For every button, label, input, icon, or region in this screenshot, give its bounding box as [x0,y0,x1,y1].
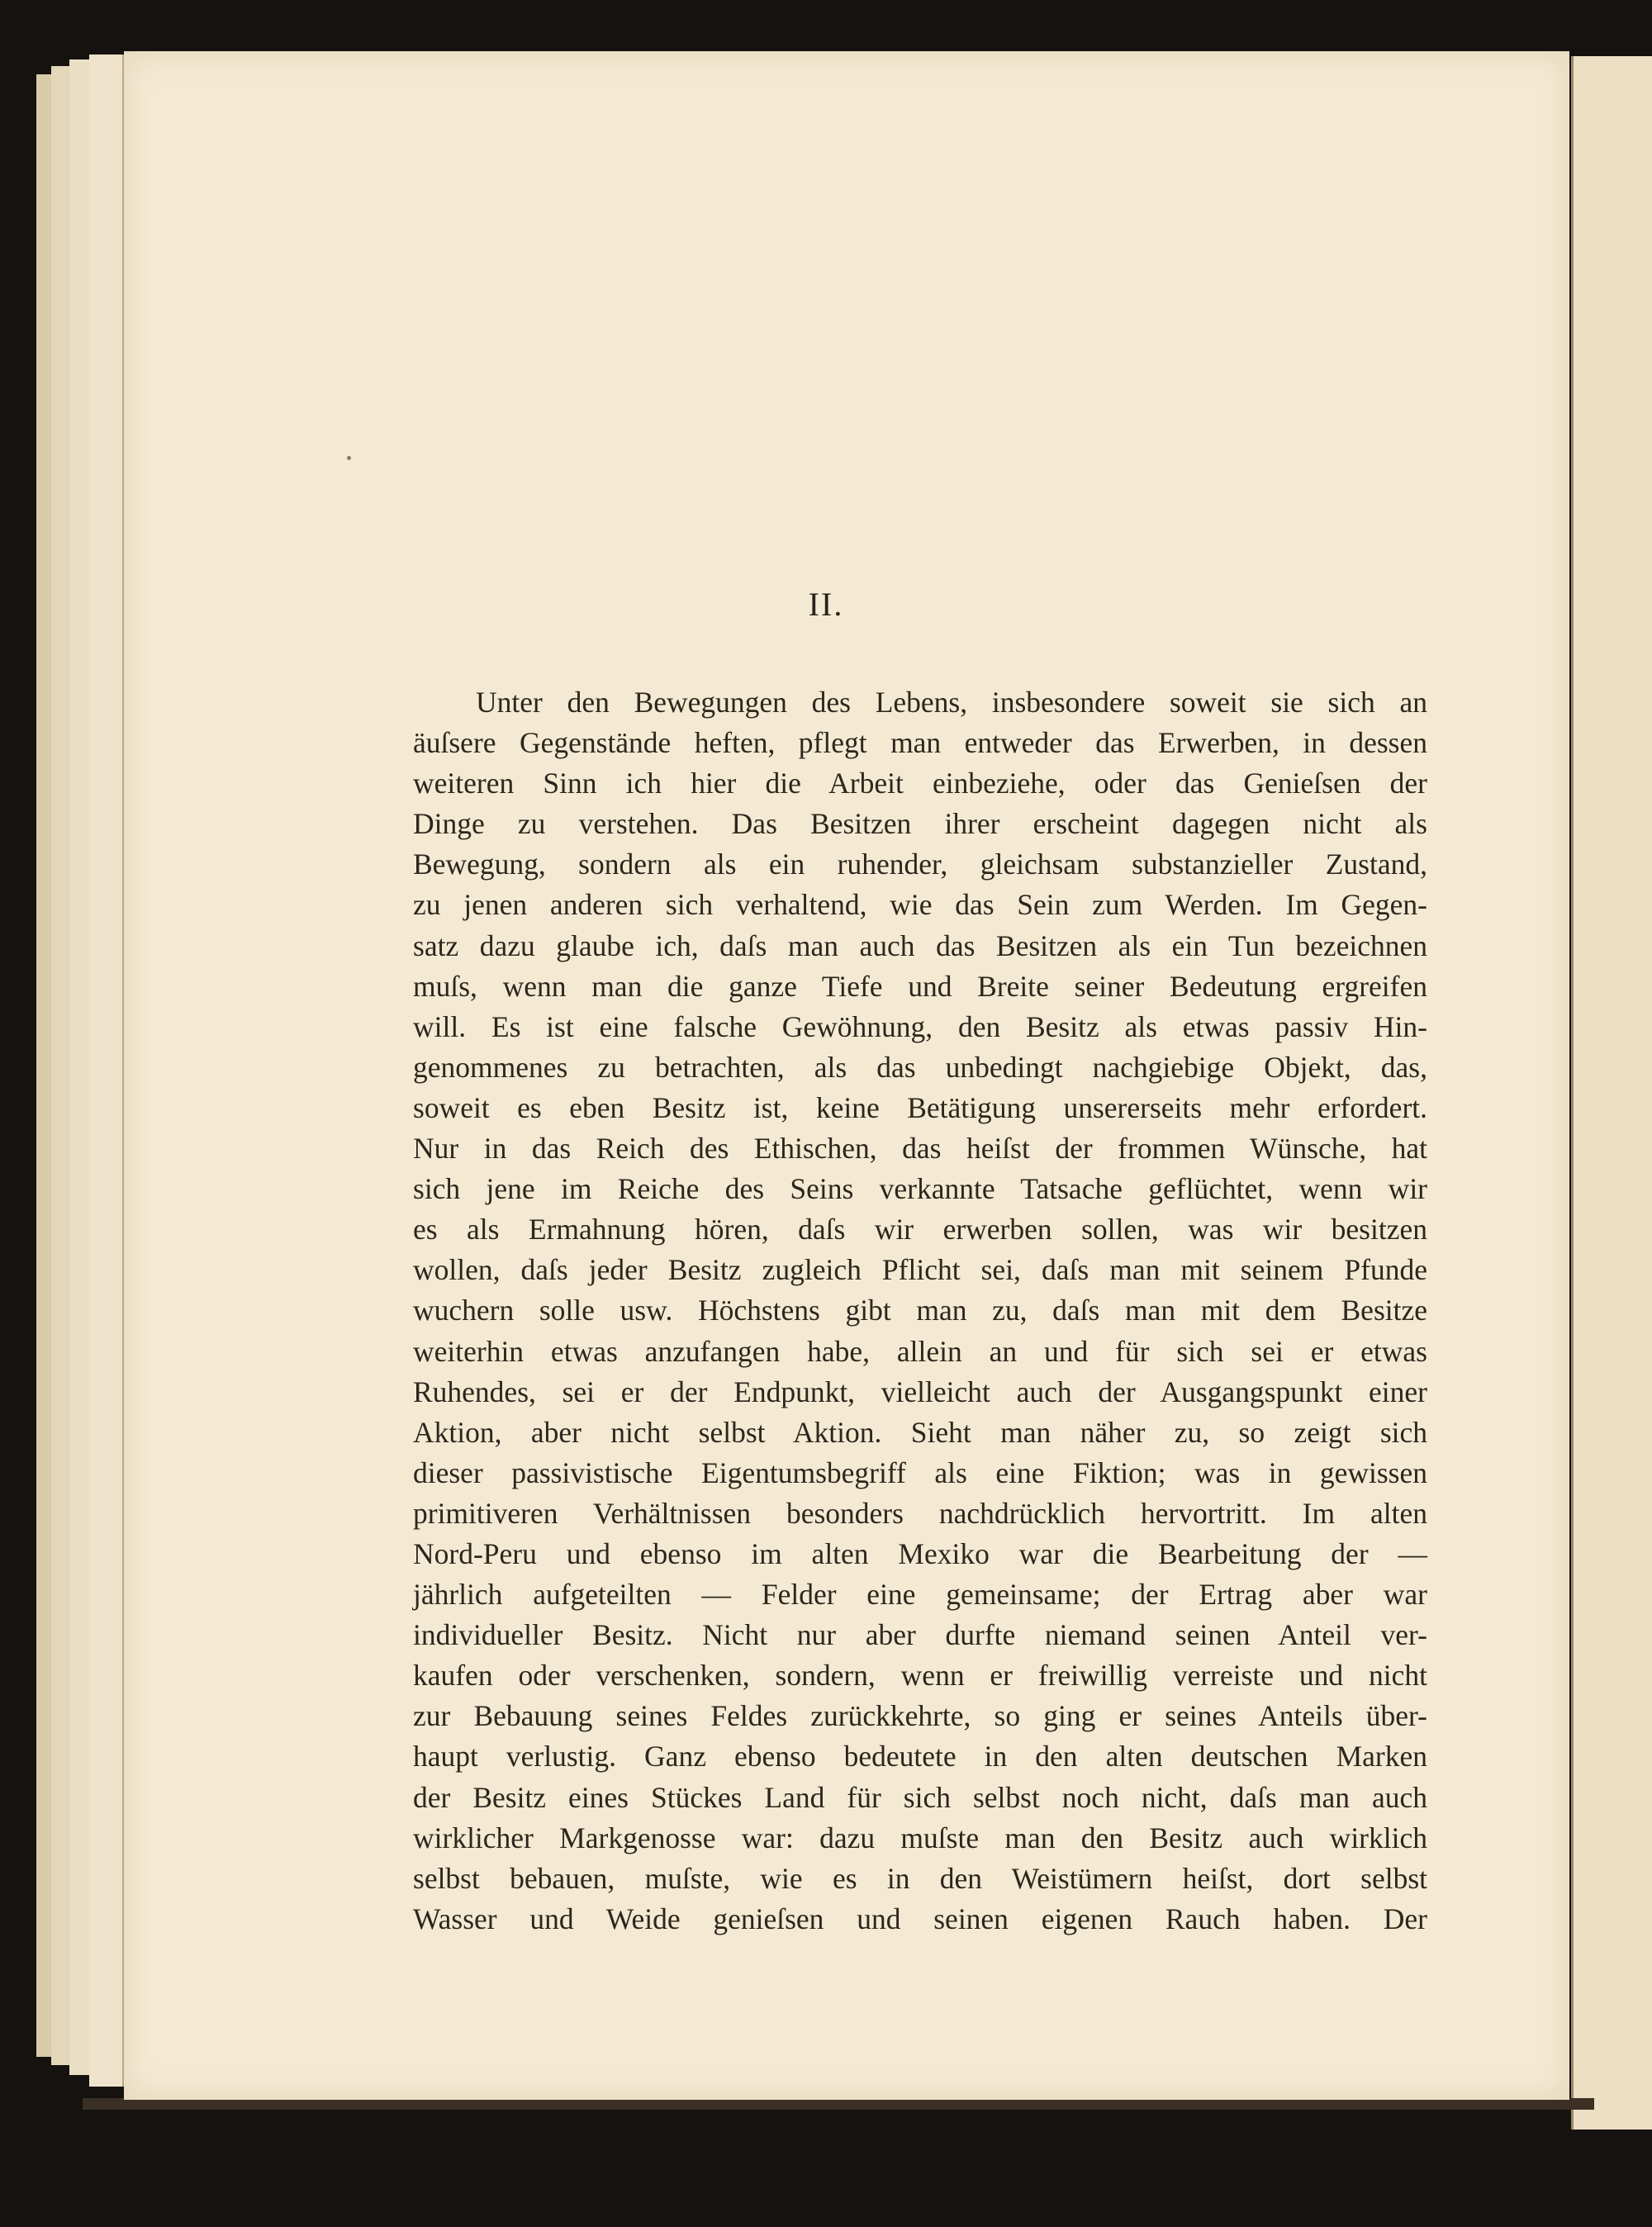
text-line: weiteren Sinn ich hier die Arbeit einbeziehe, oder das Genieſsen der [413,767,1427,800]
text-line: Nur in das Reich des Ethischen, das heiſst der frommen Wünsche, hat [413,1132,1427,1166]
text-line: der Besitz eines Stückes Land für sich selbst noch nicht, daſs man auch [413,1780,1427,1814]
text-line: kaufen oder verschenken, sondern, wenn er freiwillig verreiste und nicht [413,1659,1427,1693]
text-line: haupt verlustig. Ganz ebenso bedeutete in den alten deutschen Marken [413,1740,1427,1774]
pencil-mark [347,456,351,460]
text-line: zu jenen anderen sich verhaltend, wie das Sein zum Werden. Im Gegen- [413,888,1427,922]
text-line: äuſsere Gegenstände heften, pflegt man entweder das Erwerben, in dessen [413,726,1427,760]
text-line: satz dazu glaube ich, daſs man auch das Besitzen als ein Tun bezeichnen [413,928,1427,962]
text-line: selbst bebauen, muſste, wie es in den Weistümern heiſst, dort selbst [413,1861,1427,1895]
text-line: individueller Besitz. Nicht nur aber durfte niemand seinen Anteil ver- [413,1618,1427,1652]
text-line: Bewegung, sondern als ein ruhender, gleichsam substanzieller Zustand, [413,848,1427,881]
text-line: Ruhendes, sei er der Endpunkt, vielleicht auch der Ausgangspunkt einer [413,1375,1427,1408]
text-line: dieser passivistische Eigentumsbegriff als eine Fiktion; was in gewissen [413,1455,1427,1489]
text-line: sich jene im Reiche des Seins verkannte Tatsache geflüchtet, wenn wir [413,1172,1427,1206]
text-line: muſs, wenn man die ganze Tiefe und Breite seiner Bedeutung ergreifen [413,969,1427,1003]
chapter-heading: II. [808,586,844,623]
text-line: Wasser und Weide genieſsen und seinen eigenen Rauch haben. Der [413,1902,1427,1935]
text-line: primitiveren Verhältnissen besonders nachdrücklich hervortritt. Im alten [413,1496,1427,1530]
page-stack-edge [89,55,124,2087]
text-line: jährlich aufgeteilten — Felder eine gemeinsame; der Ertrag aber war [413,1578,1427,1612]
text-line: Dinge zu verstehen. Das Besitzen ihrer erscheint dagegen nicht als [413,807,1427,841]
text-line: will. Es ist eine falsche Gewöhnung, den Besitz als etwas passiv Hin- [413,1009,1427,1043]
text-line: zur Bebauung seines Feldes zurückkehrte, so ging er seines Anteils über- [413,1699,1427,1733]
text-line: Aktion, aber nicht selbst Aktion. Sieht man näher zu, so zeigt sich [413,1415,1427,1449]
body-text [413,682,1427,1940]
text-line: Nord-Peru und ebenso im alten Mexiko war die Bearbeitung der — [413,1536,1427,1570]
text-line: genommenes zu betrachten, als das unbedingt nachgiebige Objekt, das, [413,1050,1427,1084]
text-line: weiterhin etwas anzufangen habe, allein an und für sich sei er etwas [413,1334,1427,1368]
facing-page-edge [1571,56,1652,2130]
text-line: soweit es eben Besitz ist, keine Betätigung unsererseits mehr erfordert. [413,1090,1427,1124]
text-line: Unter den Bewegungen des Lebens, insbesondere soweit sie sich an [476,686,1427,719]
page-bottom-edge [83,2098,1594,2110]
text-line: wuchern solle usw. Höchstens gibt man zu, daſs man mit dem Besitze [413,1294,1427,1327]
text-line: wirklicher Markgenosse war: dazu muſste man den Besitz auch wirklich [413,1821,1427,1854]
text-line: wollen, daſs jeder Besitz zugleich Pflicht sei, daſs man mit seinem Pfunde [413,1253,1427,1287]
text-line: es als Ermahnung hören, daſs wir erwerben sollen, was wir besitzen [413,1213,1427,1246]
